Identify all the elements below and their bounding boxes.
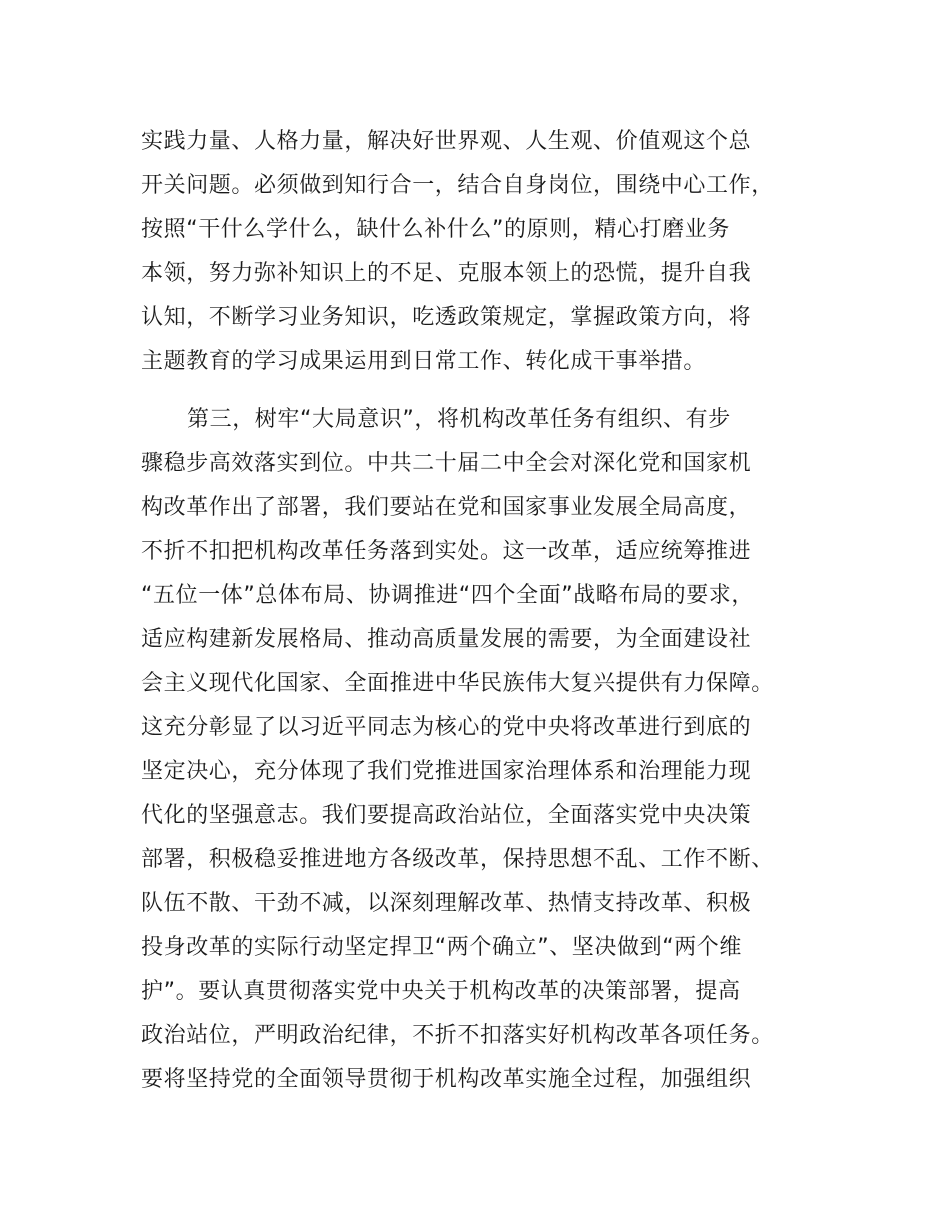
text-line: 本领，努力弥补知识上的不足、克服本领上的恐慌，提升自我 — [141, 261, 752, 286]
paragraph-2 — [141, 398, 841, 1102]
text-line: 适应构建新发展格局、推动高质量发展的需要，为全面建设社 — [141, 627, 752, 652]
text-line: 要将坚持党的全面领导贯彻于机构改革实施全过程，加强组织 — [141, 1067, 752, 1092]
text-line: 按照“干什么学什么，缺什么补什么”的原则，精心打磨业务 — [141, 217, 730, 242]
text-line: 会主义现代化国家、全面推进中华民族伟大复兴提供有力保障。 — [141, 671, 774, 696]
text-line: 第三，树牢“大局意识”，将机构改革任务有组织、有步 — [187, 407, 731, 432]
text-line: 实践力量、人格力量，解决好世界观、人生观、价值观这个总 — [141, 129, 752, 154]
text-line: 队伍不散、干劲不减，以深刻理解改革、热情支持改革、积极 — [141, 891, 752, 916]
text-line: 代化的坚强意志。我们要提高政治站位，全面落实党中央决策 — [141, 803, 752, 828]
text-line: 主题教育的学习成果运用到日常工作、转化成干事举措。 — [141, 349, 707, 374]
text-line: “五位一体”总体布局、协调推进“四个全面”战略布局的要求， — [141, 583, 754, 608]
text-line: 投身改革的实际行动坚定捍卫“两个确立”、坚决做到“两个维 — [141, 935, 742, 960]
text-line: 坚定决心，充分体现了我们党推进国家治理体系和治理能力现 — [141, 759, 752, 784]
text-line: 政治站位，严明政治纪律，不折不扣落实好机构改革各项任务。 — [141, 1023, 774, 1048]
text-line: 护”。要认真贯彻落实党中央关于机构改革的决策部署，提高 — [141, 979, 741, 1004]
text-line: 骤稳步高效落实到位。中共二十届二中全会对深化党和国家机 — [141, 451, 752, 476]
text-line: 部署，积极稳妥推进地方各级改革，保持思想不乱、工作不断、 — [141, 847, 774, 872]
text-line: 开关问题。必须做到知行合一，结合自身岗位，围绕中心工作， — [141, 173, 774, 198]
text-line: 不折不扣把机构改革任务落到实处。这一改革，适应统筹推进 — [141, 539, 752, 564]
text-line: 认知，不断学习业务知识，吃透政策规定，掌握政策方向，将 — [141, 305, 752, 330]
paragraph-1 — [141, 120, 841, 384]
text-line: 构改革作出了部署，我们要站在党和国家事业发展全局高度， — [141, 495, 752, 520]
text-line: 这充分彰显了以习近平同志为核心的党中央将改革进行到底的 — [141, 715, 752, 740]
